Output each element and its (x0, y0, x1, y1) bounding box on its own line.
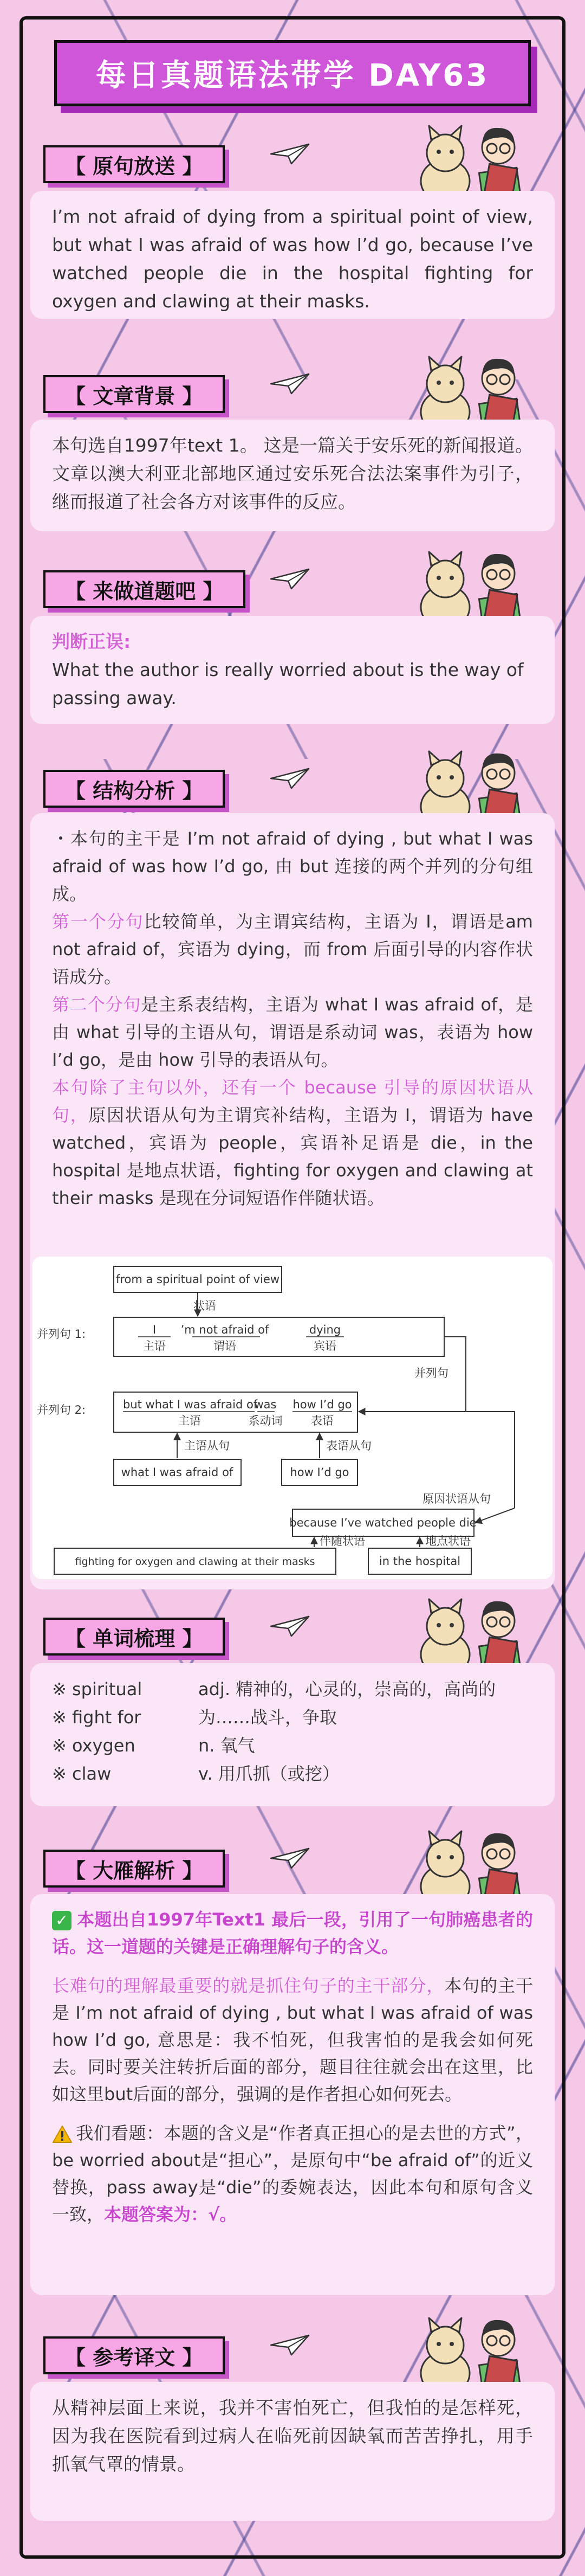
sentence-structure-diagram (32, 1257, 552, 1579)
diagram-label-object: 宾语 (314, 1339, 336, 1353)
question-prompt: 判断正误: (52, 631, 131, 652)
vocab-word: ※ claw (52, 1763, 112, 1784)
diagram-label-coord: 并列句 (414, 1367, 448, 1380)
section-label-original: 【 原句放送 】 (43, 145, 225, 183)
page-title: 每日真题语法带学 DAY63 (54, 40, 531, 106)
question-text: What the author is really worried about is the way of passing away. (52, 659, 524, 709)
diagram-box-hospital: in the hospital (379, 1555, 461, 1568)
diagram-c1-verb: ’m not afraid of (180, 1323, 269, 1336)
paper-plane-icon (270, 1846, 310, 1870)
section-label-analysis: 【 大雁解析 】 (43, 1850, 225, 1888)
section-label-text: 参考译文 (93, 2345, 176, 2369)
structure-p2 (52, 908, 533, 991)
diagram-box-fighting: fighting for oxygen and clawing at their masks (75, 1556, 315, 1568)
diagram-label-reason: 原因状语从句 (422, 1492, 491, 1505)
vocab-item (52, 1731, 533, 1760)
paper-plane-icon (270, 142, 310, 166)
section-label-structure: 【 结构分析 】 (43, 770, 225, 808)
section-label-text: 文章背景 (93, 384, 176, 408)
card-question (30, 616, 555, 724)
vocab-item (52, 1703, 533, 1731)
analysis-answer: 本题答案为：√。 (104, 2204, 237, 2225)
vocab-item (52, 1760, 533, 1788)
structure-p3 (52, 991, 533, 1074)
structure-p2-highlight: 第一个分句 (52, 911, 144, 932)
card-translation (30, 2382, 555, 2521)
vocab-word: ※ fight for (52, 1707, 141, 1728)
structure-p4-highlight: 本句除了主句以外，还有一个 because 引导的原因状语从句， (52, 1077, 533, 1125)
background-text: 本句选自1997年text 1。 这是一篇关于安乐死的新闻报道。文章以澳大利亚北部地区通过安乐死合法法案事件为引子，继而报道了社会各方对该事件的反应。 (52, 435, 533, 512)
original-sentence-text: I’m not afraid of dying from a spiritual point of view, but what I was afraid of was how I’d go, because I’ve watched people die in the hospital fighting for oxygen and clawing at their masks. (52, 206, 533, 312)
vocab-meaning: 为……战斗，争取 (198, 1707, 337, 1728)
section-label-text: 原句放送 (93, 154, 176, 178)
analysis-p3-text: 我们看题：本题的含义是“作者真正担心的是去世的方式”，be worried about是“担心”，是原句中“be afraid of”的近义替换，pass away是“die”的委婉表达，因此本句和原句含义一致， (52, 2123, 533, 2225)
paper-plane-icon (270, 372, 310, 396)
vocab-meaning: v. 用爪抓（或挖） (198, 1763, 340, 1784)
vocab-word: ※ spiritual (52, 1679, 142, 1699)
diagram-label-place: 地点状语 (425, 1535, 471, 1548)
analysis-p1 (52, 1906, 533, 1960)
section-label-translation: 【 参考译文 】 (43, 2336, 225, 2374)
analysis-p1-text: 本题出自1997年Text1 最后一段，引用了一句肺癌患者的话。这一道题的关键是正确理解句子的含义。 (52, 1909, 533, 1957)
diagram-box-because: because I’ve watched people die (289, 1516, 477, 1529)
paper-plane-icon (270, 1614, 310, 1638)
analysis-p2 (52, 1972, 533, 2108)
structure-p2-text: 比较简单，为主谓宾结构，主语为 I，谓语是am not afraid of，宾语为 dying，而 from 后面引导的内容作状语成分。 (52, 911, 533, 987)
check-icon: ✓ (52, 1911, 72, 1930)
vocab-meaning: adj. 精神的，心灵的，崇高的，高尚的 (198, 1679, 496, 1699)
diagram-label-clause1: 并列句 1: (37, 1328, 86, 1341)
diagram-label-subject2: 主语 (178, 1414, 201, 1427)
diagram-box-subject-clause: what I was afraid of (121, 1466, 233, 1479)
analysis-p2-text: 本句的主干是 I’m not afraid of dying , but what I was afraid of was how I’d go, 意思是：我不怕死，但我害怕的是我会如何死去。同时要关注转折后面的部分，题目往往就会出在这里，比如这里but后面的部分，强调的是作者担心如何死去。 (52, 1975, 533, 2104)
diagram-c2-verb: was (254, 1398, 277, 1411)
diagram-label-adverbial: 状语 (193, 1299, 216, 1312)
diagram-label-clause2: 并列句 2: (37, 1403, 86, 1416)
diagram-label-subject: 主语 (143, 1339, 166, 1353)
paper-plane-icon (270, 767, 310, 790)
section-label-text: 结构分析 (93, 778, 176, 803)
diagram-label-subject-clause: 主语从句 (184, 1439, 230, 1452)
diagram-label-linking: 系动词 (248, 1414, 283, 1427)
section-label-question: 【 来做道题吧 】 (43, 570, 245, 608)
section-label-text: 大雁解析 (93, 1858, 176, 1883)
paper-plane-icon (270, 2333, 310, 2357)
translation-text: 从精神层面上来说，我并不害怕死亡，但我怕的是怎样死，因为我在医院看到过病人在临死前因缺氧而苦苦挣扎，用手抓氧气罩的情景。 (52, 2397, 533, 2475)
card-background (30, 420, 555, 531)
diagram-label-accompany: 伴随状语 (320, 1535, 365, 1548)
diagram-label-predicative-clause: 表语从句 (326, 1439, 372, 1452)
diagram-c2-subject: but what I was afraid of (123, 1398, 258, 1411)
card-vocab (30, 1663, 555, 1806)
paper-plane-icon (270, 567, 310, 591)
section-label-background: 【 文章背景 】 (43, 375, 225, 413)
vocab-meaning: n. 氧气 (198, 1735, 255, 1756)
section-label-text: 来做道题吧 (93, 579, 196, 603)
structure-p4-text: 原因状语从句为主谓宾补结构，主语为 I，谓语为 have watched，宾语为 people，宾语补足语是 die，in the hospital 是地点状语，fighting for oxygen and clawing at their masks 是现在分词短语作伴随状语。 (52, 1105, 533, 1208)
analysis-p3 (52, 2120, 533, 2228)
warning-icon (52, 2125, 73, 2143)
diagram-c1-object: dying (309, 1323, 341, 1336)
diagram-label-predicative: 表语 (311, 1414, 334, 1427)
card-analysis (30, 1894, 555, 2295)
structure-p3-text: 是主系表结构，主语为 what I was afraid of，是由 what 引导的主语从句，谓语是系动词 was，表语为 how I’d go，是由 how 引导的表语从句。 (52, 994, 533, 1070)
card-original-sentence (30, 191, 555, 319)
structure-p1: ・本句的主干是 I’m not afraid of dying , but what I was afraid of was how I’d go, 由 but 连接的两个并列的分句组成。 (52, 828, 533, 904)
diagram-box-top: from a spiritual point of view (115, 1273, 280, 1286)
diagram-label-predicate: 谓语 (213, 1339, 236, 1353)
diagram-box-predicative-clause: how I’d go (290, 1466, 349, 1479)
structure-p4 (52, 1074, 533, 1212)
diagram-c1-subject: I (152, 1323, 157, 1336)
section-label-text: 单词梳理 (93, 1626, 176, 1651)
vocab-word: ※ oxygen (52, 1735, 135, 1756)
analysis-p2-highlight: 长难句的理解最重要的就是抓住句子的主干部分， (52, 1975, 445, 1996)
section-label-vocab: 【 单词梳理 】 (43, 1618, 225, 1656)
vocab-item (52, 1675, 533, 1703)
structure-p3-highlight: 第二个分句 (52, 994, 141, 1015)
diagram-c2-predicative: how I’d go (292, 1398, 352, 1411)
